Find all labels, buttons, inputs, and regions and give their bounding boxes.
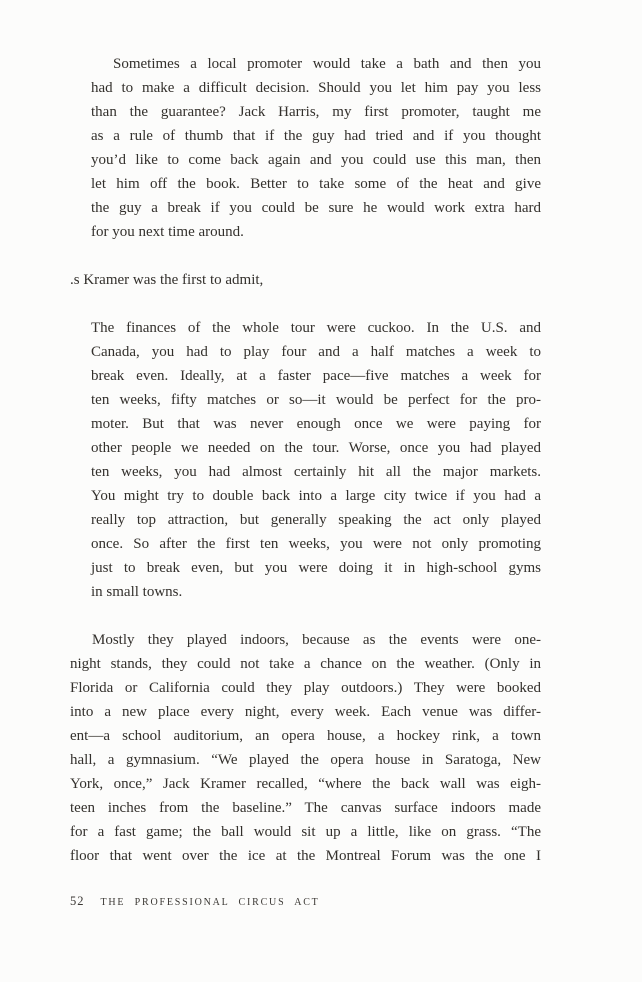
text-line: for a fast game; the ball would sit up a little, like on grass. “The <box>70 824 541 840</box>
text-line: night stands, they could not take a chance on the weather. (Only in <box>70 656 541 672</box>
text-line: The finances of the whole tour were cuckoo. In the U.S. and <box>91 320 541 336</box>
text-line: really top attraction, but generally speaking the act only played <box>91 512 541 528</box>
text-line: in small towns. <box>91 584 183 600</box>
text-line: let him off the book. Better to take some of the heat and give <box>91 176 541 192</box>
text-line: floor that went over the ice at the Montreal Forum was the one I <box>70 848 541 864</box>
text-line: once. So after the first ten weeks, you were not only promoting <box>91 536 541 552</box>
text-line: than the guarantee? Jack Harris, my first promoter, taught me <box>91 104 541 120</box>
text-line: other people we needed on the tour. Worse, once you had played <box>91 440 541 456</box>
block-quote <box>91 52 541 244</box>
text-line: Sometimes a local promoter would take a bath and then you <box>113 56 541 72</box>
page-footer <box>70 894 320 909</box>
text-line: ten weeks, you had almost certainly hit all the major markets. <box>91 464 541 480</box>
text-line: moter. But that was never enough once we were paying for <box>91 416 541 432</box>
text-line: Canada, you had to play four and a half matches a week to <box>91 344 541 360</box>
running-head: THE PROFESSIONAL CIRCUS ACT <box>100 897 320 908</box>
text-line: You might try to double back into a large city twice if you had a <box>91 488 541 504</box>
text-line: break even. Ideally, at a faster pace—five matches a week for <box>91 368 541 384</box>
text-line: just to break even, but you were doing it in high-school gyms <box>91 560 541 576</box>
text-line: the guy a break if you could be sure he would work extra hard <box>91 200 541 216</box>
text-line: .s Kramer was the first to admit, <box>70 272 264 288</box>
text-line: York, once,” Jack Kramer recalled, “where the back wall was eigh- <box>70 776 541 792</box>
text-line: teen inches from the baseline.” The canvas surface indoors made <box>70 800 541 816</box>
paragraph <box>70 628 541 868</box>
text-line: for you next time around. <box>91 224 244 240</box>
text-line: Florida or California could they play outdoors.) They were booked <box>70 680 541 696</box>
text-line: ten weeks, fifty matches or so—it would be perfect for the pro- <box>91 392 541 408</box>
block-quote <box>91 316 541 604</box>
text-line: you’d like to come back again and you could use this man, then <box>91 152 541 168</box>
text-line: into a new place every night, every week. Each venue was differ- <box>70 704 541 720</box>
page-text <box>70 52 541 868</box>
text-line: had to make a difficult decision. Should you let him pay you less <box>91 80 541 96</box>
text-line: as a rule of thumb that if the guy had tried and if you thought <box>91 128 541 144</box>
paragraph-fragment <box>70 268 541 292</box>
text-line: ent—a school auditorium, an opera house, a hockey rink, a town <box>70 728 541 744</box>
text-line: hall, a gymnasium. “We played the opera house in Saratoga, New <box>70 752 541 768</box>
text-line: Mostly they played indoors, because as the events were one- <box>92 632 541 648</box>
page-number: 52 <box>70 894 85 908</box>
